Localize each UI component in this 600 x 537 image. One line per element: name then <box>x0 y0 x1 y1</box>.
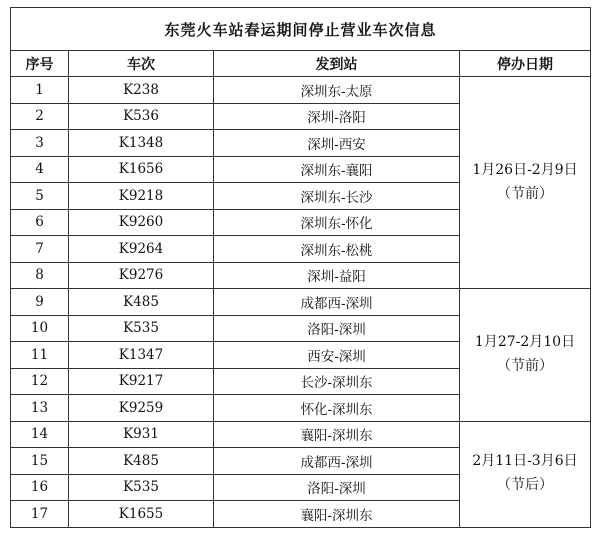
cell-train: K1655 <box>69 501 214 528</box>
cell-period: 1月26日-2月9日（节前） <box>460 77 591 289</box>
cell-train: K485 <box>69 289 214 316</box>
cell-route: 襄阳-深圳东 <box>214 421 460 448</box>
cell-train: K238 <box>69 77 214 104</box>
cell-train: K9276 <box>69 262 214 289</box>
header-route: 发到站 <box>214 51 460 77</box>
cell-number: 17 <box>11 501 69 528</box>
cell-train: K931 <box>69 421 214 448</box>
cell-number: 13 <box>11 395 69 422</box>
cell-route: 洛阳-深圳 <box>214 315 460 342</box>
cell-period: 1月27-2月10日（节前） <box>460 289 591 422</box>
cell-route: 深圳-西安 <box>214 130 460 157</box>
cell-number: 15 <box>11 448 69 475</box>
cell-number: 6 <box>11 209 69 236</box>
cell-number: 7 <box>11 236 69 263</box>
cell-route: 深圳东-松桃 <box>214 236 460 263</box>
table-title: 东莞火车站春运期间停止营业车次信息 <box>11 8 591 51</box>
cell-route: 深圳-益阳 <box>214 262 460 289</box>
cell-number: 16 <box>11 474 69 501</box>
cell-train: K9260 <box>69 209 214 236</box>
cell-number: 1 <box>11 77 69 104</box>
cell-route: 怀化-深圳东 <box>214 395 460 422</box>
cell-train: K1347 <box>69 342 214 369</box>
cell-route: 长沙-深圳东 <box>214 368 460 395</box>
cell-route: 深圳东-襄阳 <box>214 156 460 183</box>
table-row <box>11 77 591 104</box>
cell-route: 成都西-深圳 <box>214 289 460 316</box>
cell-number: 9 <box>11 289 69 316</box>
table-body <box>11 77 591 528</box>
cell-number: 2 <box>11 103 69 130</box>
cell-number: 14 <box>11 421 69 448</box>
cell-route: 深圳东-长沙 <box>214 183 460 210</box>
cell-route: 成都西-深圳 <box>214 448 460 475</box>
cell-train: K536 <box>69 103 214 130</box>
cell-number: 11 <box>11 342 69 369</box>
cell-train: K9264 <box>69 236 214 263</box>
cell-route: 襄阳-深圳东 <box>214 501 460 528</box>
cell-route: 西安-深圳 <box>214 342 460 369</box>
cell-number: 10 <box>11 315 69 342</box>
cell-number: 3 <box>11 130 69 157</box>
cell-train: K535 <box>69 315 214 342</box>
header-train: 车次 <box>69 51 214 77</box>
cell-number: 8 <box>11 262 69 289</box>
train-suspension-table <box>10 7 591 528</box>
cell-number: 4 <box>11 156 69 183</box>
cell-period: 2月11日-3月6日（节后） <box>460 421 591 527</box>
cell-route: 深圳-洛阳 <box>214 103 460 130</box>
cell-train: K535 <box>69 474 214 501</box>
cell-number: 5 <box>11 183 69 210</box>
header-number: 序号 <box>11 51 69 77</box>
cell-number: 12 <box>11 368 69 395</box>
cell-route: 深圳东-怀化 <box>214 209 460 236</box>
table-row <box>11 421 591 448</box>
cell-route: 深圳东-太原 <box>214 77 460 104</box>
cell-train: K1656 <box>69 156 214 183</box>
cell-route: 洛阳-深圳 <box>214 474 460 501</box>
cell-train: K9218 <box>69 183 214 210</box>
cell-train: K9259 <box>69 395 214 422</box>
cell-train: K9217 <box>69 368 214 395</box>
header-period: 停办日期 <box>460 51 591 77</box>
cell-train: K485 <box>69 448 214 475</box>
cell-train: K1348 <box>69 130 214 157</box>
table-row <box>11 289 591 316</box>
